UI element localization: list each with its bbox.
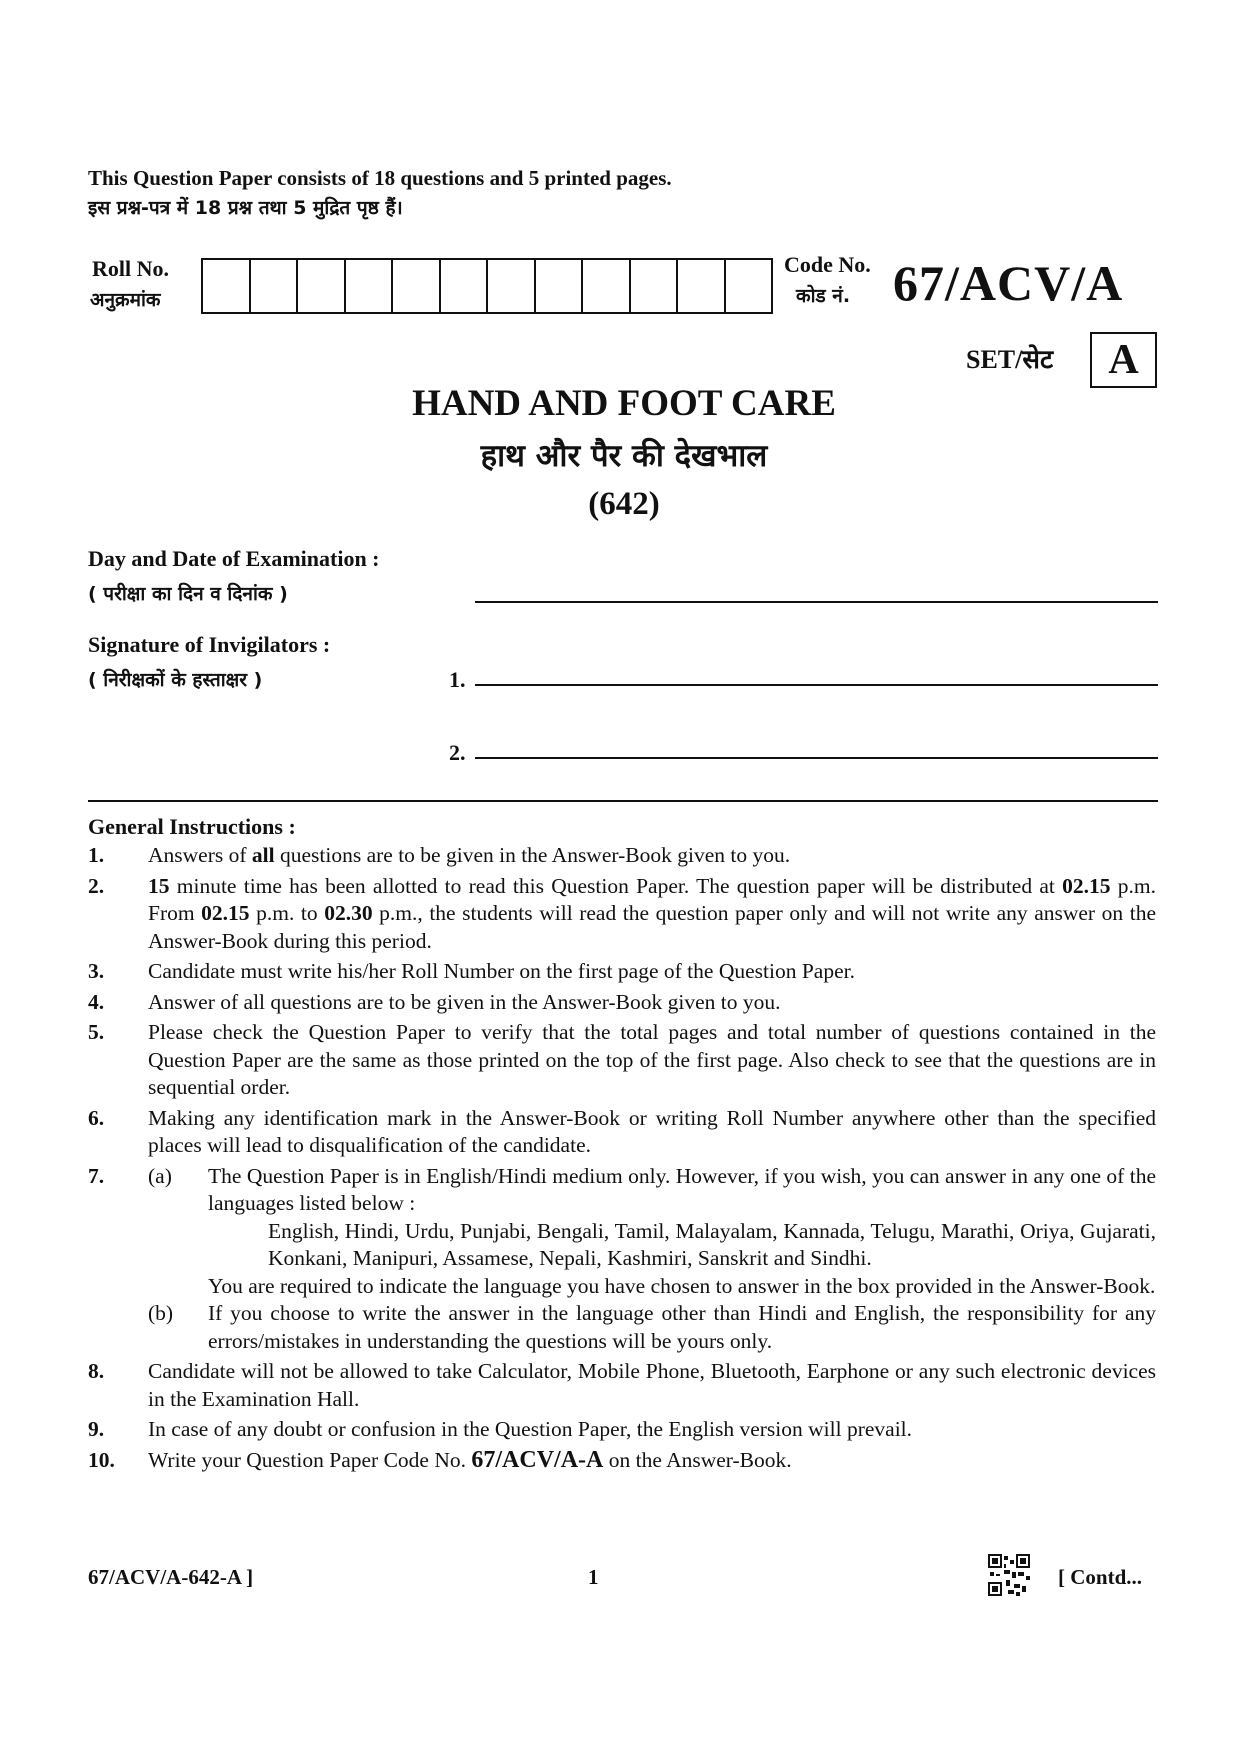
instruction-item: 10. Write your Question Paper Code No. 67/ACV/A-A on the Answer-Book.	[88, 1446, 792, 1473]
subject-code: (642)	[588, 486, 660, 522]
instruction-item: 3. Candidate must write his/her Roll Number on the first page of the Question Paper.	[88, 958, 1156, 986]
continued-marker: [ Contd...	[1058, 1565, 1143, 1589]
code-no-label-hi: कोड नं.	[796, 285, 851, 307]
sub-instruction-b: (b) If you choose to write the answer in the language other than Hindi and English, the responsibility for any errors/mistakes in understanding the questions will be yours only.	[148, 1301, 1156, 1353]
code-number: 67/ACV/A	[893, 255, 1124, 311]
instruction-number: 7.	[88, 1163, 105, 1188]
exam-date-line[interactable]	[475, 601, 1158, 603]
code-no-label: Code No.	[784, 252, 871, 277]
subject-title-hi: हाथ और पैर की देखभाल	[480, 438, 768, 474]
roll-digit-box[interactable]	[201, 258, 251, 314]
instruction-number: 5.	[88, 1020, 105, 1044]
roll-digit-box[interactable]	[296, 258, 346, 314]
instruction-number: 3.	[88, 959, 105, 983]
instruction-number: 2.	[88, 873, 105, 898]
instruction-item: 2. 15 minute time has been allotted to read this Question Paper. The question paper will be distributed at 02.15 p.m. From 02.15 p.m. to 02.30 p.m., the students will read the question paper only and will not write any answer on the Answer-Book during this period.	[88, 873, 1156, 956]
sub-instruction-a: (a) The Question Paper is in English/Hindi medium only. However, if you wish, you can answer in any one of the languages listed below : English, Hindi, Urdu, Punjabi, Bengali, Tamil, Malayalam, Kannada, Telugu, Marathi, Oriya, Gujarati, Konkani, Manipuri, Assamese, Nepali, Kashmiri, Sanskrit and Sindhi. You are required to indicate the language you have chosen to answer in the box provided in the Answer-Book.	[148, 1163, 1156, 1298]
exam-date-label: Day and Date of Examination :	[88, 546, 380, 571]
page-count-line-hi: इस प्रश्न-पत्र में 18 प्रश्न तथा 5 मुद्रित पृष्ठ हैं।	[88, 197, 403, 219]
page-count-line-en: This Question Paper consists of 18 questions and 5 printed pages.	[88, 166, 672, 190]
roll-digit-box[interactable]	[581, 258, 631, 314]
roll-no-label: Roll No.	[92, 256, 169, 281]
roll-digit-box[interactable]	[486, 258, 536, 314]
language-list: English, Hindi, Urdu, Punjabi, Bengali, Tamil, Malayalam, Kannada, Telugu, Marathi, Oriya, Gujarati, Konkani, Manipuri, Assamese, Nepali, Kashmiri, Sanskrit and Sindhi.	[268, 1218, 1156, 1270]
instruction-item: 6. Making any identification mark in the Answer-Book or writing Roll Number anywhere other than the specified places will lead to disqualification of the candidate.	[88, 1105, 1156, 1160]
roll-no-label-hi: अनुक्रमांक	[90, 289, 161, 311]
roll-digit-box[interactable]	[249, 258, 299, 314]
roll-digit-box[interactable]	[344, 258, 394, 314]
signature-2-number: 2.	[449, 740, 466, 765]
instruction-number: 9.	[88, 1417, 105, 1441]
roll-digit-box[interactable]	[629, 258, 679, 314]
qr-code-icon	[988, 1554, 1030, 1596]
signature-2-line[interactable]	[475, 757, 1158, 759]
instructions-heading: General Instructions :	[88, 814, 296, 839]
instruction-item: 4. Answer of all questions are to be given in the Answer-Book given to you.	[88, 989, 1156, 1017]
roll-digit-box[interactable]	[724, 258, 774, 314]
set-value-box: A	[1090, 332, 1157, 388]
instruction-item: 1. Answers of all questions are to be given in the Answer-Book given to you.	[88, 842, 1156, 870]
instruction-number: 10.	[88, 1447, 115, 1472]
subject-title: HAND AND FOOT CARE	[412, 383, 836, 424]
roll-digit-box[interactable]	[676, 258, 726, 314]
roll-digit-box[interactable]	[534, 258, 584, 314]
footer-paper-code: 67/ACV/A-642-A ]	[88, 1565, 254, 1589]
instruction-number: 4.	[88, 989, 105, 1014]
signature-1-line[interactable]	[475, 684, 1158, 686]
signature-1-number: 1.	[449, 667, 466, 692]
instruction-number: 6.	[88, 1105, 105, 1130]
instruction-item	[88, 1163, 1156, 1356]
roll-digit-box[interactable]	[391, 258, 441, 314]
section-divider	[88, 800, 1158, 802]
instructions-list	[88, 842, 1156, 1477]
instruction-item: 8. Candidate will not be allowed to take Calculator, Mobile Phone, Bluetooth, Earphone or any such electronic devices in the Examination Hall.	[88, 1358, 1156, 1413]
invigilator-signature-label: Signature of Invigilators :	[88, 632, 331, 657]
instruction-number: 8.	[88, 1359, 105, 1383]
instruction-item: 5. Please check the Question Paper to verify that the total pages and total number of questions contained in the Question Paper are the same as those printed on the top of the first page. Also check to see that the questions are in sequential order.	[88, 1019, 1156, 1102]
roll-digit-box[interactable]	[439, 258, 489, 314]
set-label: SET/सेट	[966, 345, 1054, 374]
invigilator-signature-label-hi: ( निरीक्षकों के हस्ताक्षर )	[88, 669, 263, 691]
roll-number-boxes[interactable]	[203, 258, 773, 314]
instruction-item: 9. In case of any doubt or confusion in the Question Paper, the English version will prevail.	[88, 1416, 1156, 1444]
page-number: 1	[588, 1565, 599, 1589]
exam-date-label-hi: ( परीक्षा का दिन व दिनांक )	[88, 583, 288, 605]
instruction-number: 1.	[88, 843, 105, 867]
